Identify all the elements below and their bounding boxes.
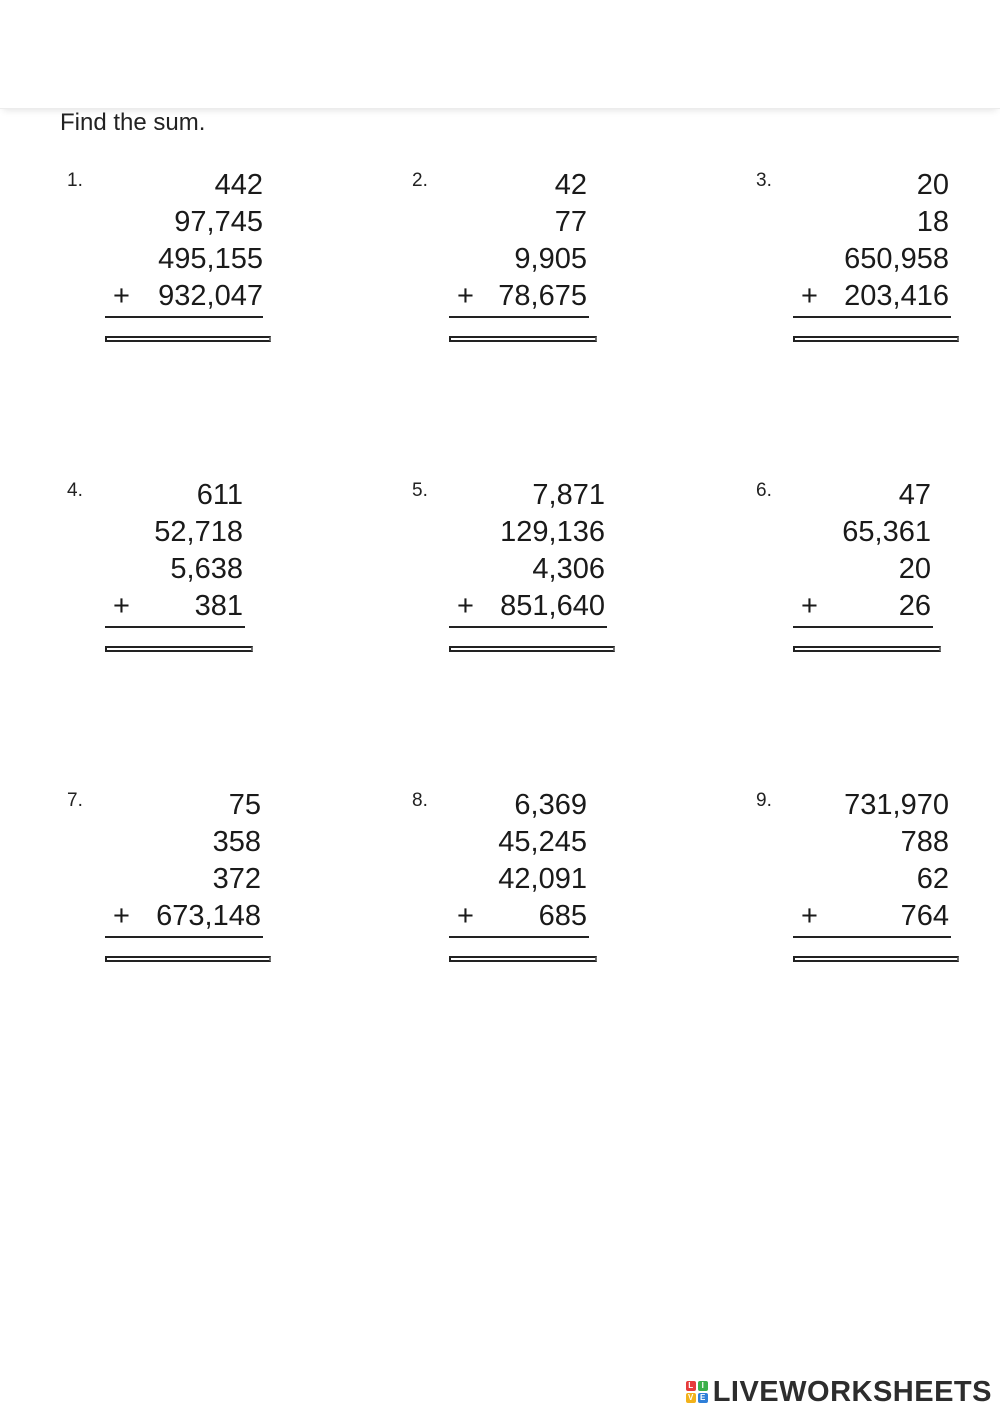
addend: 6,369 <box>514 789 587 821</box>
plus-sign: + <box>457 900 474 932</box>
liveworksheets-logo-icon <box>686 1381 708 1403</box>
answer-input[interactable] <box>105 646 253 652</box>
addend: 788 <box>900 826 949 858</box>
sum-rule <box>105 626 245 628</box>
problem-number: 6. <box>756 480 772 501</box>
addend: 495,155 <box>158 243 263 275</box>
addend: 764 <box>900 900 949 932</box>
answer-input[interactable] <box>793 336 959 342</box>
problem-number: 7. <box>67 790 83 811</box>
addend: 611 <box>196 479 243 511</box>
addend: 9,905 <box>514 243 587 275</box>
addend: 650,958 <box>844 243 949 275</box>
problem-8 <box>412 790 612 980</box>
problem-number: 4. <box>67 480 83 501</box>
addend: 52,718 <box>154 516 243 548</box>
sum-rule <box>793 936 951 938</box>
addend: 685 <box>538 900 587 932</box>
addend: 932,047 <box>158 280 263 312</box>
sum-rule <box>793 626 933 628</box>
problem-2 <box>412 170 612 360</box>
plus-sign: + <box>457 280 474 312</box>
brand-name: LIVEWORKSHEETS <box>712 1375 992 1408</box>
addend: 78,675 <box>498 280 587 312</box>
addend: 20 <box>898 553 931 585</box>
plus-sign: + <box>801 280 818 312</box>
addend: 42 <box>554 169 587 201</box>
problem-6 <box>756 480 956 670</box>
addend: 65,361 <box>842 516 931 548</box>
page-top-band <box>0 0 1000 109</box>
liveworksheets-brand <box>686 1376 992 1408</box>
addend: 47 <box>898 479 931 511</box>
problem-number: 5. <box>412 480 428 501</box>
answer-input[interactable] <box>449 646 615 652</box>
addend: 203,416 <box>844 280 949 312</box>
addend: 75 <box>228 789 261 821</box>
addend: 372 <box>212 863 261 895</box>
addend: 45,245 <box>498 826 587 858</box>
problem-5 <box>412 480 612 670</box>
addend: 5,638 <box>170 553 243 585</box>
answer-input[interactable] <box>793 956 959 962</box>
addend: 18 <box>916 206 949 238</box>
sum-rule <box>105 316 263 318</box>
logo-cell: V <box>686 1393 696 1403</box>
answer-input[interactable] <box>793 646 941 652</box>
addend: 26 <box>898 590 931 622</box>
addend: 97,745 <box>174 206 263 238</box>
addend: 381 <box>194 590 243 622</box>
plus-sign: + <box>801 590 818 622</box>
problem-number: 3. <box>756 170 772 191</box>
logo-cell: L <box>686 1381 696 1391</box>
problem-number: 8. <box>412 790 428 811</box>
addend: 673,148 <box>156 900 261 932</box>
addend: 4,306 <box>532 553 605 585</box>
problem-9 <box>756 790 956 980</box>
problem-number: 9. <box>756 790 772 811</box>
addend: 20 <box>916 169 949 201</box>
plus-sign: + <box>113 280 130 312</box>
addend: 851,640 <box>500 590 605 622</box>
plus-sign: + <box>113 900 130 932</box>
problem-7 <box>67 790 267 980</box>
instruction-text: Find the sum. <box>60 109 206 136</box>
sum-rule <box>449 626 607 628</box>
plus-sign: + <box>801 900 818 932</box>
addend: 77 <box>554 206 587 238</box>
logo-cell: E <box>698 1393 708 1403</box>
sum-rule <box>105 936 263 938</box>
sum-rule <box>793 316 951 318</box>
addend: 731,970 <box>844 789 949 821</box>
answer-input[interactable] <box>449 956 597 962</box>
addend: 358 <box>212 826 261 858</box>
plus-sign: + <box>457 590 474 622</box>
addend: 129,136 <box>500 516 605 548</box>
addend: 7,871 <box>532 479 605 511</box>
problem-4 <box>67 480 267 670</box>
addend: 442 <box>214 169 263 201</box>
addend: 62 <box>916 863 949 895</box>
logo-cell: I <box>698 1381 708 1391</box>
problem-1 <box>67 170 267 360</box>
problem-number: 1. <box>67 170 83 191</box>
problem-number: 2. <box>412 170 428 191</box>
problem-3 <box>756 170 956 360</box>
answer-input[interactable] <box>105 336 271 342</box>
sum-rule <box>449 316 589 318</box>
answer-input[interactable] <box>105 956 271 962</box>
sum-rule <box>449 936 589 938</box>
addend: 42,091 <box>498 863 587 895</box>
plus-sign: + <box>113 590 130 622</box>
answer-input[interactable] <box>449 336 597 342</box>
